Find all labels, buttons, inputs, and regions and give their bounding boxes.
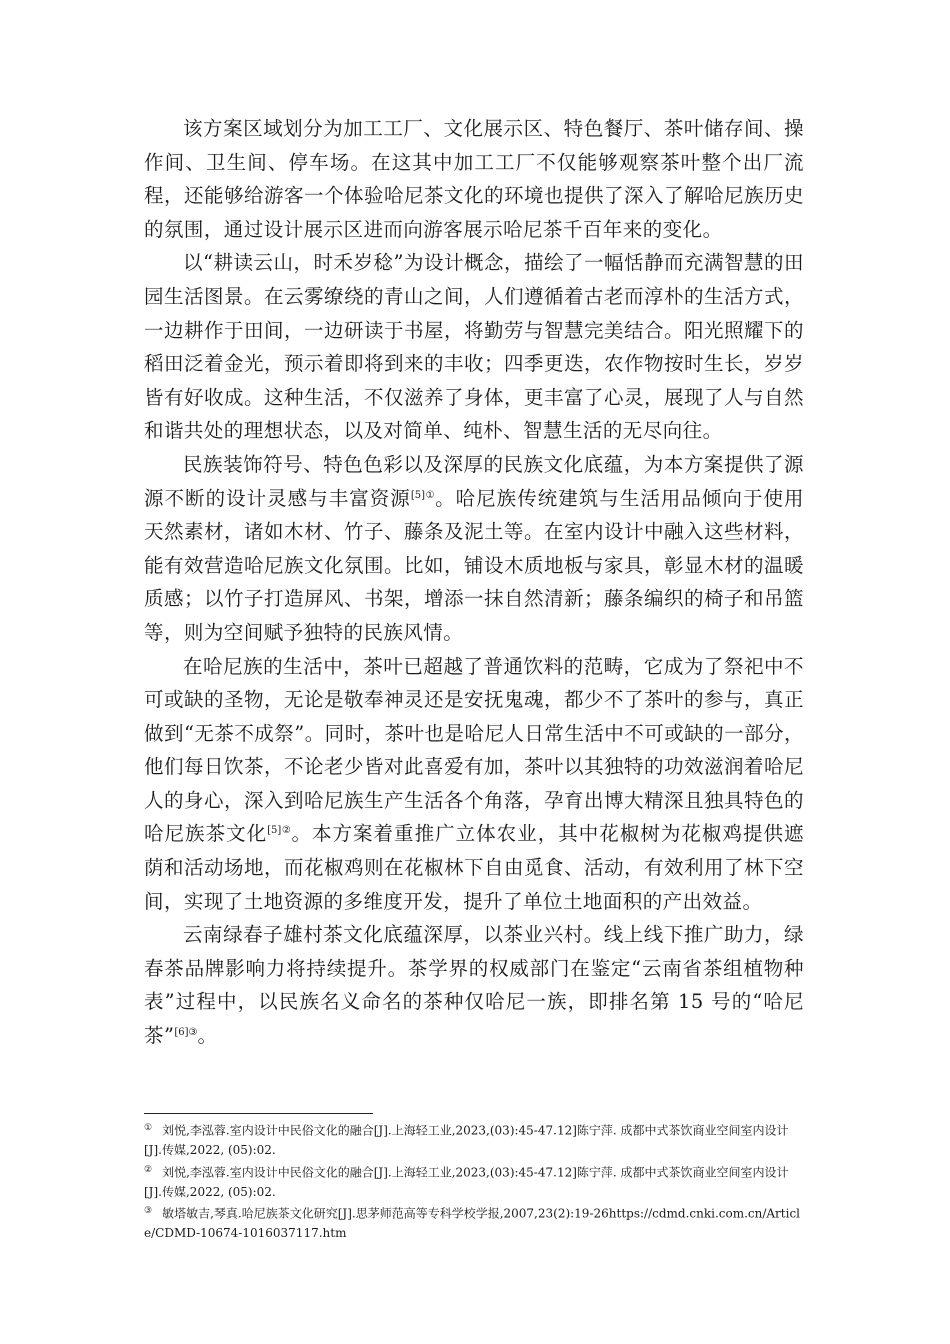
paragraph-text: 以“耕读云山，时禾岁稔”为设计概念，描绘了一幅恬静而充满智慧的田园生活图景。在云雾缭绕的青山之间，人们遵循着古老而淳朴的生活方式，一边耕作于田间，一边研读于书屋，将勤劳与智慧完美结合。阳光照耀下的稻田泛着金光，预示着即将到来的丰收；四季更迭，农作物按时生长，岁岁皆有好收成。这种生活，不仅滋养了身体，更丰富了心灵，展现了人与自然和谐共处的理想状态，以及对简单、纯朴、智慧生活的无尽向往。 [144, 251, 804, 443]
citation-ref: [6]③ [174, 1027, 198, 1039]
footnotes [144, 1119, 804, 1244]
paragraph-4 [144, 650, 804, 919]
paragraph-text: 民族装饰符号、特色色彩以及深厚的民族文化底蕴，为本方案提供了源源不断的设计灵感与丰富资源 [144, 452, 804, 510]
paragraph-text: 。本方案着重推广立体农业，其中花椒树为花椒鸡提供遮荫和活动场地，而花椒鸡则在花椒林下自由觅食、活动，有效利用了林下空间，实现了土地资源的多维度开发，提升了单位土地面积的产出效益。 [144, 822, 804, 913]
footnote-mark: ① [144, 1123, 153, 1133]
footnote-text: 敏塔敏吉,琴真.哈尼族茶文化研究[J].思茅师范高等专科学校学报,2007,23(2):19-26https://cdmd.cnki.com.cn/Article/CDMD-10674-1016037117.htm [144, 1206, 801, 1240]
paragraph-2 [144, 246, 804, 448]
paragraph-text: 该方案区域划分为加工工厂、文化展示区、特色餐厅、茶叶储存间、操作间、卫生间、停车场。在这其中加工工厂不仅能够观察茶叶整个出厂流程，还能够给游客一个体验哈尼茶文化的环境也提供了深入了解哈尼族历史的氛围，通过设计展示区进而向游客展示哈尼茶千百年来的变化。 [144, 117, 804, 241]
paragraph-5 [144, 918, 804, 1052]
paragraph-1 [144, 112, 804, 246]
footnote-3 [144, 1202, 804, 1244]
paragraph-3 [144, 448, 804, 650]
paragraph-text: 在哈尼族的生活中，茶叶已超越了普通饮料的范畴，它成为了祭祀中不可或缺的圣物，无论是敬奉神灵还是安抚鬼魂，都少不了茶叶的参与，真正做到“无茶不成祭”。同时，茶叶也是哈尼人日常生活中不可或缺的一部分，他们每日饮茶，不论老少皆对此喜爱有加，茶叶以其独特的功效滋润着哈尼人的身心，深入到哈尼族生产生活各个角落，孕育出博大精深且独具特色的哈尼族茶文化 [144, 654, 804, 846]
footnote-text: 刘悦,李泓蓉.室内设计中民俗文化的融合[J].上海轻工业,2023,(03):45-47.12]陈宁萍. 成都中式茶饮商业空间室内设计[J].传媒,2022, (05):02. [144, 1123, 789, 1157]
footnote-text: 刘悦,李泓蓉.室内设计中民俗文化的融合[J].上海轻工业,2023,(03):45-47.12]陈宁萍. 成都中式茶饮商业空间室内设计[J].传媒,2022, (05):02. [144, 1165, 789, 1199]
footnote-2 [144, 1161, 804, 1203]
paragraph-text: 云南绿春子雄村茶文化底蕴深厚，以茶业兴村。线上线下推广助力，绿春茶品牌影响力将持续提升。茶学界的权威部门在鉴定“云南省茶组植物种表”过程中，以民族名义命名的茶种仅哈尼一族，即排名第 15 号的“哈尼茶” [144, 923, 804, 1048]
body-text [144, 112, 804, 1053]
footnote-divider [144, 1113, 373, 1114]
citation-ref: [5]① [410, 489, 436, 501]
paragraph-text: 。哈尼族传统建筑与生活用品倾向于使用天然素材，诸如木材、竹子、藤条及泥土等。在室内设计中融入这些材料，能有效营造哈尼族文化氛围。比如，铺设木质地板与家具，彰显木材的温暖质感；以竹子打造屏风、书架，增添一抹自然清新；藤条编织的椅子和吊篮等，则为空间赋予独特的民族风情。 [144, 486, 804, 644]
footnote-mark: ③ [144, 1206, 153, 1216]
footnote-mark: ② [144, 1164, 153, 1175]
citation-ref: [5]② [267, 825, 292, 837]
footnote-1 [144, 1119, 804, 1161]
paragraph-text: 。 [197, 1024, 218, 1048]
